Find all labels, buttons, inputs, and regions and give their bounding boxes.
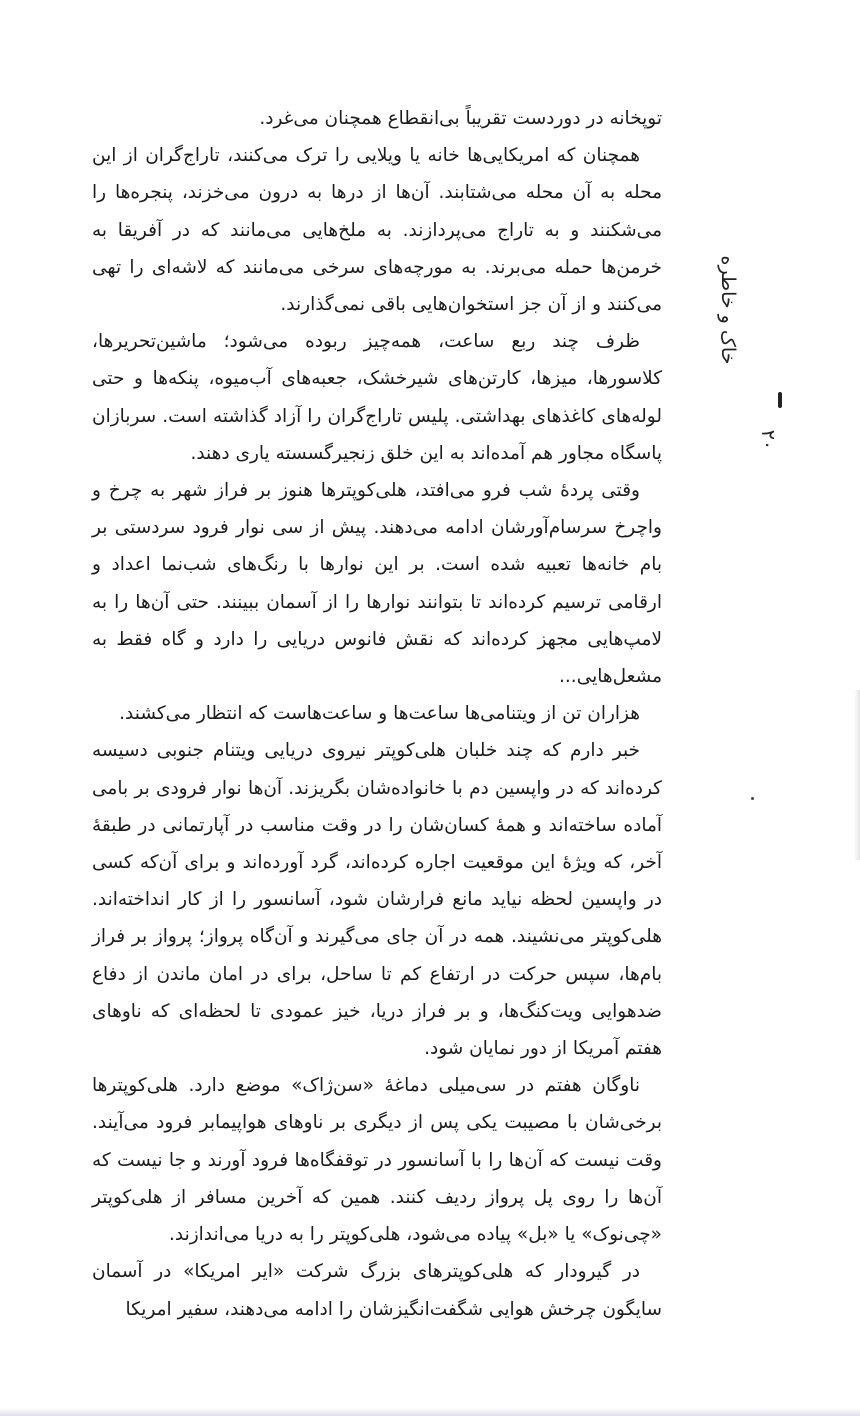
- paragraph-2: همچنان که امریکایی‌ها خانه یا ویلایی را ترک می‌کنند، تاراج‌گران از این محله به آن محله می‌شتابند. آن‌ها از درها به درون می‌خزند، پنجره‌ها را می‌شکنند و به تاراج می‌پردازند. به ملخ‌هایی می‌مانند که در آفریقا به خرمن‌ها حمله می‌برند. به مورچه‌های سرخی می‌مانند که لاشه‌ای را تهی می‌کنند و از آن جز استخوان‌هایی باقی نمی‌گذارند.: [92, 145, 662, 316]
- page-edge-shadow: [854, 690, 860, 860]
- paragraph-7: ناوگان هفتم در سی‌میلی دماغهٔ «سن‌ژاک» موضع دارد. هلی‌کوپترها برخی‌شان با مصیبت یکی پس از دیگری بر ناوهای هواپیمابر فرود می‌آیند. وقت نیست که آن‌ها را با آسانسور در توقفگاه‌ها فرود آورند و جا نیست که آن‌ها را روی پل پرواز ردیف کنند. همین که آخرین مسافر از هلی‌کوپتر «چی‌نوک» یا «بل» پیاده می‌شود، هلی‌کوپتر را به دریا می‌اندازند.: [92, 1075, 662, 1246]
- running-head-title: خاک و خاطره: [717, 255, 739, 365]
- paragraph-8: در گیرودار که هلی‌کوپترهای بزرگ شرکت «ایر امریکا» در آسمان سایگون چرخش هوایی شگفت‌انگیزشان را ادامه می‌دهند، سفیر امریکا: [92, 1261, 662, 1320]
- page-bottom-shadow: [0, 1408, 860, 1416]
- paragraph-1: توپخانه در دوردست تقریباً بی‌انقطاع همچنان می‌غرد.: [259, 108, 662, 129]
- paragraph-4: وقتی پردهٔ شب فرو می‌افتد، هلی‌کوپترها هنوز بر فراز شهر به چرخ و واچرخ سرسام‌آورشان ادامه می‌دهند. پیش از سی نوار فرود سردستی بر بام خانه‌ها تعبیه شده است. بر این نوارها با رنگ‌های شب‌نما اعداد و ارقامی ترسیم کرده‌اند تا بتوانند نوارها را از آسمان ببینند. حتی آن‌ها را به لامپ‌هایی مجهز کرده‌اند که نقش فانوس دریایی را دارد و گاه فقط به مشعل‌هایی...: [92, 480, 662, 688]
- stray-mark: [751, 797, 754, 800]
- body-text: [92, 100, 662, 1328]
- running-head-divider: [778, 392, 782, 408]
- paragraph-6: خبر دارم که چند خلبان هلی‌کوپتر نیروی دریایی ویتنام جنوبی دسیسه کرده‌اند که در واپسین دم با خانواده‌شان بگریزند. آن‌ها نوار فرودی بر بامی آماده ساخته‌اند و همهٔ کسان‌شان را در وقت مناسب در آپارتمانی در طبقهٔ آخر، که ویژهٔ این موقعیت اجاره کرده‌اند، گرد آورده‌اند و برای آن‌که کسی در واپسین لحظه نیاید مانع فرارشان شود، آسانسور را از کار انداخته‌اند. هلی‌کوپتر می‌نشیند. همه در آن جای می‌گیرند و آن‌گاه پرواز؛ پرواز بر فراز بام‌ها، سپس حرکت در ارتفاع کم تا ساحل، برای در امان ماندن از دفاع ضدهوایی ویت‌کنگ‌ها، و بر فراز دریا، خیز عمودی تا لحظه‌ای که ناوهای هفتم آمریکا از دور نمایان شود.: [92, 740, 662, 1060]
- paragraph-5: هزاران تن از ویتنامی‌ها ساعت‌ها و ساعت‌هاست که انتظار می‌کشند.: [119, 703, 640, 725]
- page-number: ۲۰: [757, 429, 779, 451]
- paragraph-3: ظرف چند ربع ساعت، همه‌چیز ربوده می‌شود؛ ماشین‌تحریرها، کلاسورها، میزها، کارتن‌های شیرخشک، جعبه‌های آب‌میوه، پنکه‌ها و حتی لوله‌های کاغذهای بهداشتی. پلیس تاراج‌گران را آزاد گذاشته است. سربازان پاسگاه مجاور هم آمده‌اند به این خلق زنجیرگسسته یاری دهند.: [92, 331, 662, 464]
